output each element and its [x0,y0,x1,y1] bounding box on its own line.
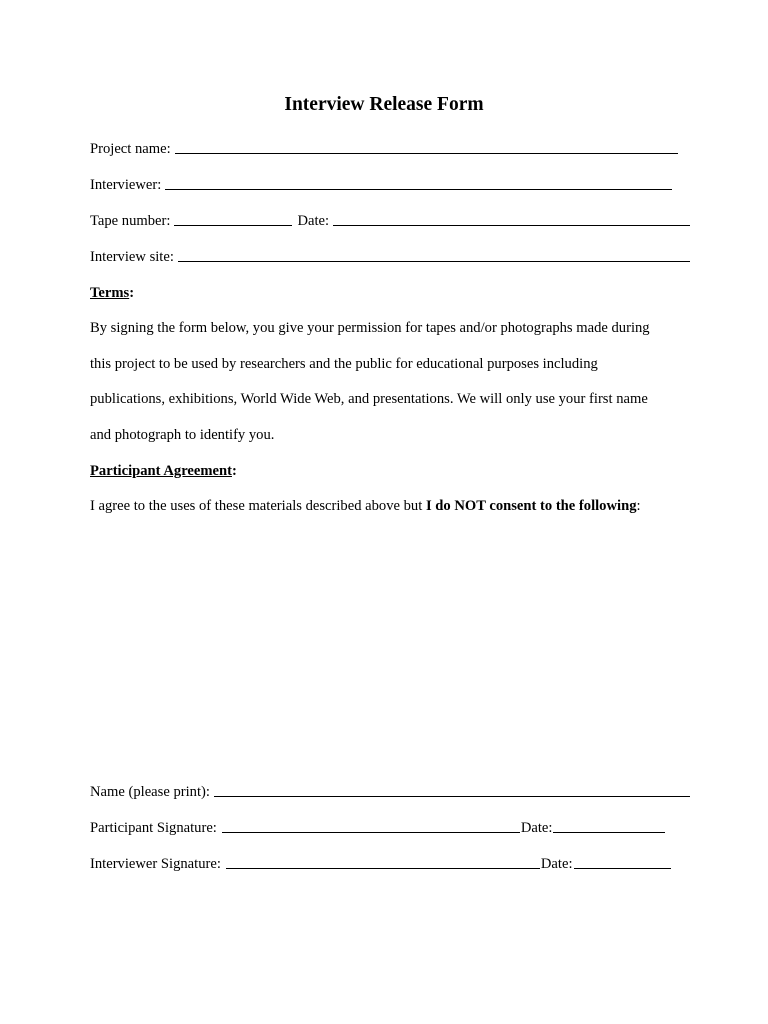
tape-date-label: Date: [297,213,330,229]
participant-signature-label: Participant Signature: [90,820,217,836]
terms-line-1: By signing the form below, you give your permission for tapes and/or photographs made during [90,320,650,336]
interview-site-row [90,248,690,266]
project-name-label: Project name: [90,141,171,157]
name-label: Name (please print): [90,784,210,800]
interviewer-row [90,176,690,194]
terms-heading-colon: : [129,285,135,301]
agreement-text-end: : [636,498,641,514]
tape-number-label: Tape number: [90,213,171,229]
tape-number-row [90,212,690,230]
participant-date-field[interactable] [553,820,665,833]
terms-heading [90,284,134,302]
agreement-bold-text: I do NOT consent to the following [425,498,637,514]
project-name-field[interactable] [175,141,678,154]
name-field[interactable] [214,784,690,797]
terms-line-3: publications, exhibitions, World Wide Web, and presentations. We will only use your first name [90,391,648,407]
tape-date-field[interactable] [333,213,690,226]
interviewer-signature-row [90,855,690,873]
interviewer-date-label: Date: [540,856,573,872]
interviewer-date-field[interactable] [574,856,671,869]
tape-number-field[interactable] [174,213,292,226]
terms-heading-text: Terms [90,285,130,301]
interviewer-signature-label: Interviewer Signature: [90,856,221,872]
interview-site-label: Interview site: [90,249,174,265]
participant-signature-field[interactable] [222,820,520,833]
agreement-heading-colon: : [231,463,237,479]
agreement-heading-text: Participant Agreement [90,463,232,479]
agreement-text: I agree to the uses of these materials described above but [90,498,426,514]
terms-line-2: this project to be used by researchers and the public for educational purposes including [90,356,598,372]
terms-line-4: and photograph to identify you. [90,427,275,443]
name-row [90,783,690,801]
project-name-row [90,140,690,158]
interviewer-field[interactable] [165,177,672,190]
page-title: Interview Release Form [284,94,484,115]
interviewer-signature-field[interactable] [226,856,540,869]
agreement-heading [90,462,237,480]
agreement-statement [90,497,690,515]
participant-date-label: Date: [520,820,553,836]
interviewer-label: Interviewer: [90,177,162,193]
interview-site-field[interactable] [178,249,690,262]
participant-signature-row [90,819,690,837]
